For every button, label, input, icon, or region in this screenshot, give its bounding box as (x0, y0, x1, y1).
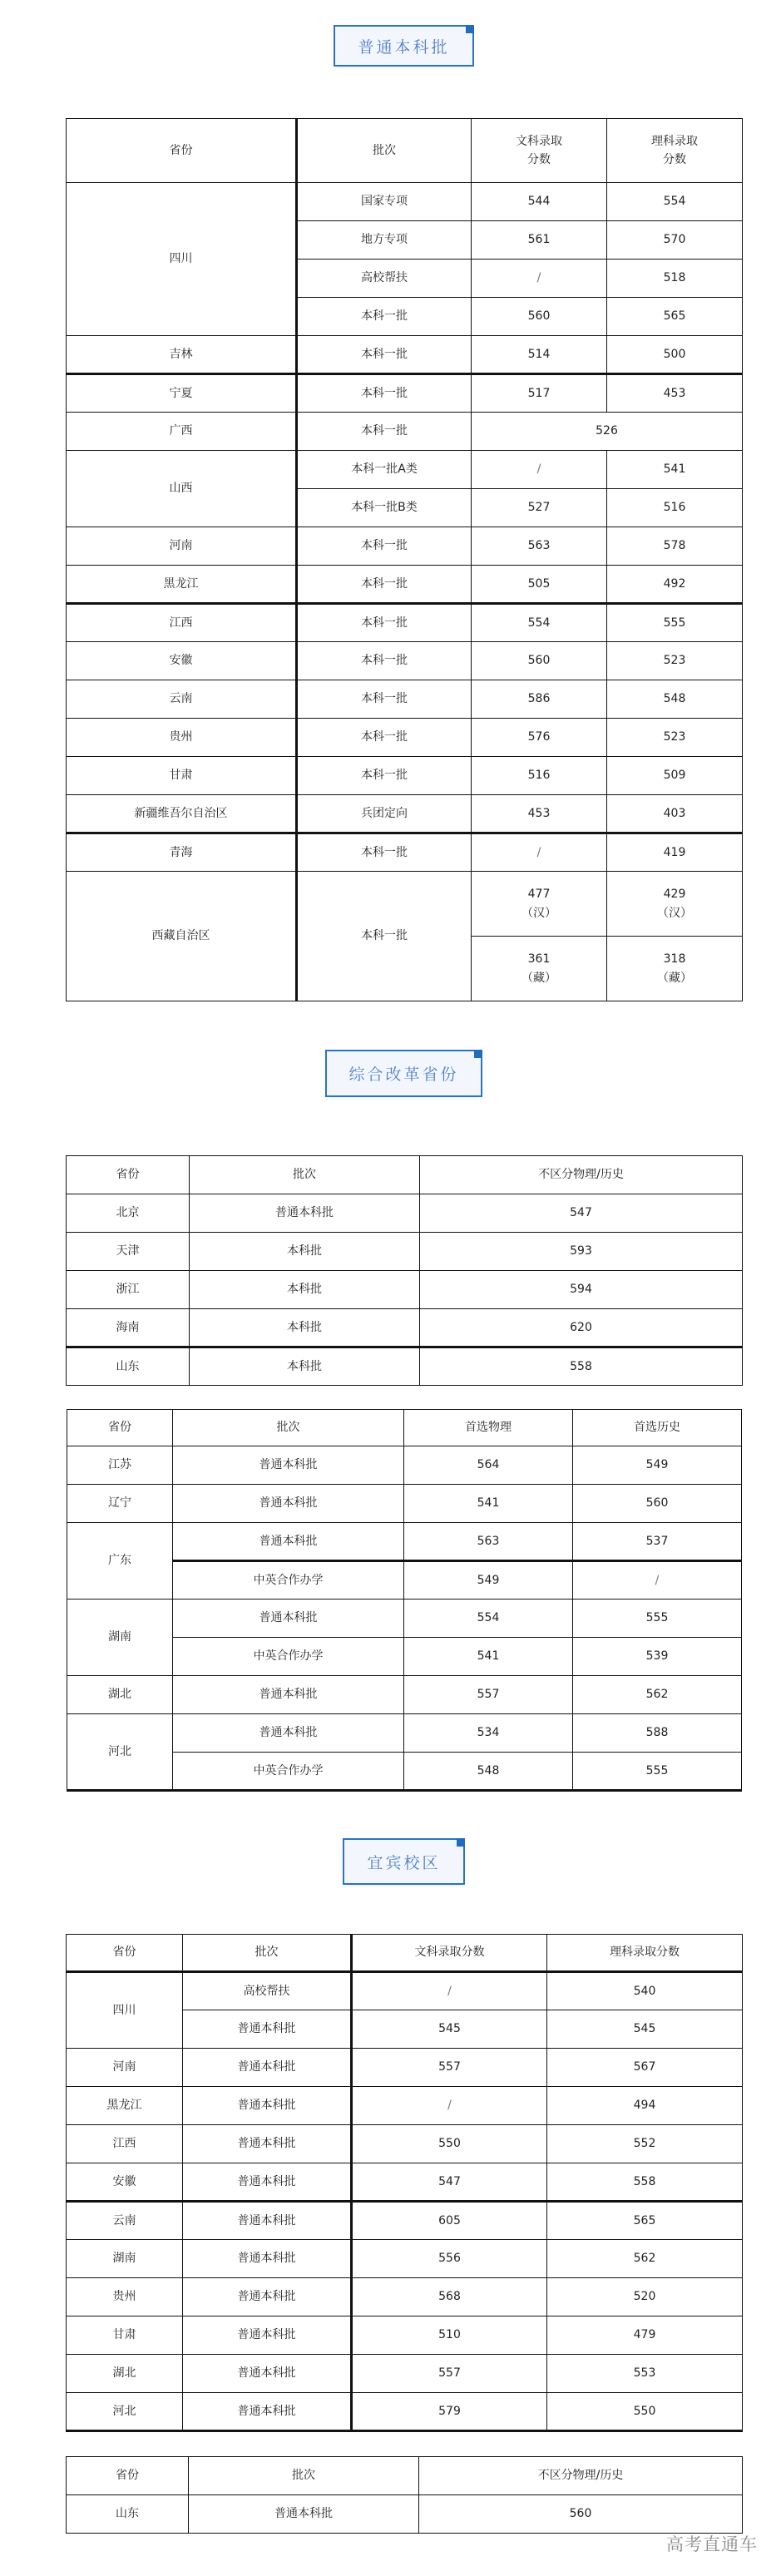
science-score-cell: 578 (607, 527, 743, 566)
arts-score-cell: 544 (472, 183, 607, 221)
province-cell: 贵州 (67, 719, 297, 757)
header-physics: 首选物理 (404, 1410, 573, 1446)
table-row (67, 1485, 742, 1523)
arts-score-cell: 568 (352, 2278, 547, 2316)
score-cell: 620 (420, 1309, 743, 1347)
arts-score-cell: / (352, 1972, 547, 2010)
province-cell: 安徽 (67, 2163, 183, 2202)
batch-cell: 普通本科批 (190, 1194, 420, 1233)
table-row (67, 2316, 743, 2355)
science-score-cell: 562 (547, 2240, 743, 2278)
science-score-cell: 545 (547, 2010, 743, 2049)
batch-cell: 普通本科批 (183, 2049, 352, 2087)
corner-marker-icon (474, 1050, 482, 1058)
arts-score-cell: 527 (472, 489, 607, 527)
history-score-cell: 539 (573, 1638, 742, 1676)
physics-score-cell: 557 (404, 1676, 573, 1714)
table-row (67, 1523, 742, 1561)
batch-cell: 普通本科批 (183, 2202, 352, 2240)
header-province: 省份 (67, 1935, 183, 1972)
arts-score-cell: 361 （藏） (472, 937, 607, 1001)
table-row (67, 527, 743, 566)
science-score-cell: 479 (547, 2316, 743, 2355)
science-score-cell: 419 (607, 833, 743, 872)
arts-score-cell: 586 (472, 680, 607, 719)
science-score-cell: 553 (547, 2355, 743, 2393)
yibin-unified-table (66, 2456, 743, 2534)
table-row (67, 413, 743, 451)
history-score-cell: 560 (573, 1485, 742, 1523)
arts-score-cell: 557 (352, 2355, 547, 2393)
corner-marker-icon (466, 25, 474, 33)
table-row (67, 680, 743, 719)
batch-cell: 本科一批 (297, 872, 472, 1001)
header-province: 省份 (67, 119, 297, 183)
table-header-row (67, 119, 743, 183)
province-cell: 广东 (67, 1523, 173, 1599)
science-score-cell: 567 (547, 2049, 743, 2087)
table-header-row (67, 1156, 743, 1194)
table-row (67, 1194, 743, 1233)
table-row (67, 1271, 743, 1309)
province-cell: 山西 (67, 451, 297, 527)
province-cell: 黑龙江 (67, 566, 297, 604)
batch-cell: 普通本科批 (173, 1485, 404, 1523)
physics-score-cell: 534 (404, 1714, 573, 1753)
table-header-row (67, 1410, 742, 1446)
province-cell: 江苏 (67, 1446, 173, 1485)
header-batch: 批次 (190, 1156, 420, 1194)
arts-score-cell: / (352, 2087, 547, 2125)
batch-cell: 中英合作办学 (173, 1753, 404, 1791)
province-cell: 甘肃 (67, 757, 297, 795)
batch-cell: 国家专项 (297, 183, 472, 221)
section-title-text: 综合改革省份 (348, 1066, 459, 1084)
arts-score-cell: 560 (472, 642, 607, 680)
province-cell: 湖南 (67, 1599, 173, 1676)
reform-unified-table (66, 1155, 743, 1386)
score-cell: 547 (420, 1194, 743, 1233)
table-row (67, 1347, 743, 1386)
table-row (67, 566, 743, 604)
arts-score-cell: 554 (472, 604, 607, 642)
province-cell: 江西 (67, 2125, 183, 2163)
history-score-cell: 555 (573, 1599, 742, 1638)
batch-cell: 兵团定向 (297, 795, 472, 833)
batch-cell: 本科一批 (297, 604, 472, 642)
science-score-cell: 429 （汉） (607, 872, 743, 937)
reform-subject-table (67, 1409, 742, 1792)
province-cell: 北京 (67, 1194, 190, 1233)
batch-cell: 本科一批A类 (297, 451, 472, 489)
table-header-row (67, 1935, 743, 1972)
table-row (67, 757, 743, 795)
province-cell: 河北 (67, 2393, 183, 2431)
table-row (67, 2495, 743, 2534)
table-row (67, 183, 743, 221)
header-science-score: 理科录取 分数 (607, 119, 743, 183)
batch-cell: 普通本科批 (173, 1714, 404, 1753)
table-row (67, 1972, 743, 2010)
batch-cell: 普通本科批 (183, 2010, 352, 2049)
table-row (67, 2202, 743, 2240)
batch-cell: 高校帮扶 (183, 1972, 352, 2010)
arts-score-cell: 505 (472, 566, 607, 604)
batch-cell: 本科批 (190, 1309, 420, 1347)
header-unified-score: 不区分物理/历史 (420, 1156, 743, 1194)
batch-cell: 本科一批 (297, 566, 472, 604)
batch-cell: 普通本科批 (183, 2393, 352, 2431)
table-row (67, 719, 743, 757)
batch-cell: 本科一批 (297, 413, 472, 451)
physics-score-cell: 563 (404, 1523, 573, 1561)
header-province: 省份 (67, 2457, 189, 2495)
science-score-cell: 554 (607, 183, 743, 221)
province-cell: 贵州 (67, 2278, 183, 2316)
science-score-cell: 540 (547, 1972, 743, 2010)
arts-score-cell: 514 (472, 336, 607, 374)
batch-cell: 普通本科批 (183, 2087, 352, 2125)
batch-cell: 普通本科批 (183, 2240, 352, 2278)
yibin-score-table (66, 1934, 743, 2432)
batch-cell: 本科一批 (297, 680, 472, 719)
province-cell: 海南 (67, 1309, 190, 1347)
science-score-cell: 500 (607, 336, 743, 374)
arts-score-cell: 561 (472, 221, 607, 260)
arts-score-cell: 579 (352, 2393, 547, 2431)
batch-cell: 普通本科批 (183, 2278, 352, 2316)
table-row (67, 1714, 742, 1753)
header-science-score: 理科录取分数 (547, 1935, 743, 1972)
section-title-text: 普通本科批 (358, 37, 450, 57)
table-header-row (67, 2457, 743, 2495)
province-cell: 安徽 (67, 642, 297, 680)
table-row (67, 795, 743, 833)
batch-cell: 普通本科批 (189, 2495, 419, 2534)
province-cell: 湖北 (67, 2355, 183, 2393)
province-cell: 河南 (67, 527, 297, 566)
science-score-cell: 552 (547, 2125, 743, 2163)
science-score-cell: 558 (547, 2163, 743, 2202)
arts-score-cell: 516 (472, 757, 607, 795)
batch-cell: 本科一批 (297, 298, 472, 336)
score-cell: 558 (420, 1347, 743, 1386)
province-cell: 云南 (67, 2202, 183, 2240)
science-score-cell: 494 (547, 2087, 743, 2125)
science-score-cell: 518 (607, 260, 743, 298)
province-cell: 河北 (67, 1714, 173, 1791)
province-cell: 广西 (67, 413, 297, 451)
batch-cell: 地方专项 (297, 221, 472, 260)
science-score-cell: 550 (547, 2393, 743, 2431)
science-score-cell: 565 (607, 298, 743, 336)
science-score-cell: 453 (607, 374, 743, 413)
table-row (67, 2393, 743, 2431)
table-row (67, 1599, 742, 1638)
province-cell: 吉林 (67, 336, 297, 374)
section-title-yibin (343, 1838, 465, 1885)
section-title-text: 宜宾校区 (367, 1853, 441, 1872)
science-score-cell: 548 (607, 680, 743, 719)
history-score-cell: 555 (573, 1753, 742, 1791)
province-cell: 西藏自治区 (67, 872, 297, 1001)
physics-score-cell: 564 (404, 1446, 573, 1485)
province-cell: 四川 (67, 183, 297, 336)
header-province: 省份 (67, 1410, 173, 1446)
combined-score-cell: 526 (472, 413, 743, 451)
science-score-cell: 403 (607, 795, 743, 833)
header-batch: 批次 (173, 1410, 404, 1446)
history-score-cell: / (573, 1561, 742, 1599)
province-cell: 河南 (67, 2049, 183, 2087)
section-title-regular (334, 25, 474, 67)
table-row (67, 2278, 743, 2316)
physics-score-cell: 541 (404, 1485, 573, 1523)
batch-cell: 本科一批B类 (297, 489, 472, 527)
arts-score-cell: 605 (352, 2202, 547, 2240)
batch-cell: 普通本科批 (173, 1446, 404, 1485)
batch-cell: 本科批 (190, 1271, 420, 1309)
arts-score-cell: 477 （汉） (472, 872, 607, 937)
score-cell: 594 (420, 1271, 743, 1309)
province-cell: 山东 (67, 1347, 190, 1386)
header-arts-score: 文科录取 分数 (472, 119, 607, 183)
header-batch: 批次 (189, 2457, 419, 2495)
arts-score-cell: 545 (352, 2010, 547, 2049)
science-score-cell: 541 (607, 451, 743, 489)
header-history: 首选历史 (573, 1410, 742, 1446)
batch-cell: 本科一批 (297, 642, 472, 680)
arts-score-cell: 510 (352, 2316, 547, 2355)
header-unified-score: 不区分物理/历史 (419, 2457, 743, 2495)
arts-score-cell: / (472, 260, 607, 298)
table-row (67, 1309, 743, 1347)
arts-score-cell: 557 (352, 2049, 547, 2087)
table-row (67, 2049, 743, 2087)
batch-cell: 普通本科批 (173, 1676, 404, 1714)
batch-cell: 中英合作办学 (173, 1561, 404, 1599)
batch-cell: 高校帮扶 (297, 260, 472, 298)
science-score-cell: 492 (607, 566, 743, 604)
history-score-cell: 549 (573, 1446, 742, 1485)
province-cell: 四川 (67, 1972, 183, 2049)
science-score-cell: 523 (607, 719, 743, 757)
batch-cell: 本科批 (190, 1233, 420, 1271)
table-row (67, 2125, 743, 2163)
science-score-cell: 523 (607, 642, 743, 680)
arts-score-cell: 560 (472, 298, 607, 336)
batch-cell: 中英合作办学 (173, 1638, 404, 1676)
province-cell: 湖南 (67, 2240, 183, 2278)
table-row (67, 451, 743, 489)
physics-score-cell: 548 (404, 1753, 573, 1791)
arts-score-cell: 563 (472, 527, 607, 566)
arts-score-cell: / (472, 833, 607, 872)
batch-cell: 普通本科批 (173, 1523, 404, 1561)
province-cell: 新疆维吾尔自治区 (67, 795, 297, 833)
table-row (67, 2240, 743, 2278)
table-row (67, 374, 743, 413)
regular-batch-table (66, 118, 743, 1001)
table-row (67, 833, 743, 872)
batch-cell: 本科一批 (297, 719, 472, 757)
batch-cell: 普通本科批 (183, 2355, 352, 2393)
header-province: 省份 (67, 1156, 190, 1194)
arts-score-cell: 517 (472, 374, 607, 413)
batch-cell: 本科一批 (297, 527, 472, 566)
province-cell: 甘肃 (67, 2316, 183, 2355)
province-cell: 辽宁 (67, 1485, 173, 1523)
table-row (67, 604, 743, 642)
province-cell: 黑龙江 (67, 2087, 183, 2125)
batch-cell: 本科一批 (297, 336, 472, 374)
batch-cell: 普通本科批 (183, 2125, 352, 2163)
arts-score-cell: / (472, 451, 607, 489)
history-score-cell: 537 (573, 1523, 742, 1561)
history-score-cell: 562 (573, 1676, 742, 1714)
table-row (67, 1233, 743, 1271)
physics-score-cell: 549 (404, 1561, 573, 1599)
batch-cell: 本科一批 (297, 374, 472, 413)
science-score-cell: 565 (547, 2202, 743, 2240)
province-cell: 天津 (67, 1233, 190, 1271)
header-batch: 批次 (297, 119, 472, 183)
score-cell: 593 (420, 1233, 743, 1271)
science-score-cell: 318 （藏） (607, 937, 743, 1001)
table-row (67, 336, 743, 374)
batch-cell: 本科一批 (297, 833, 472, 872)
science-score-cell: 555 (607, 604, 743, 642)
header-batch: 批次 (183, 1935, 352, 1972)
corner-marker-icon (457, 1838, 465, 1847)
table-row (67, 872, 743, 937)
province-cell: 山东 (67, 2495, 189, 2534)
province-cell: 浙江 (67, 1271, 190, 1309)
arts-score-cell: 453 (472, 795, 607, 833)
header-arts-score: 文科录取分数 (352, 1935, 547, 1972)
table-row (67, 1446, 742, 1485)
province-cell: 宁夏 (67, 374, 297, 413)
science-score-cell: 516 (607, 489, 743, 527)
arts-score-cell: 576 (472, 719, 607, 757)
physics-score-cell: 541 (404, 1638, 573, 1676)
arts-score-cell: 547 (352, 2163, 547, 2202)
batch-cell: 本科一批 (297, 757, 472, 795)
province-cell: 湖北 (67, 1676, 173, 1714)
arts-score-cell: 556 (352, 2240, 547, 2278)
table-row (67, 2355, 743, 2393)
batch-cell: 普通本科批 (183, 2316, 352, 2355)
score-cell: 560 (419, 2495, 743, 2534)
batch-cell: 本科批 (190, 1347, 420, 1386)
watermark: 高考直通车 (666, 2534, 758, 2554)
science-score-cell: 509 (607, 757, 743, 795)
table-row (67, 642, 743, 680)
batch-cell: 普通本科批 (183, 2163, 352, 2202)
physics-score-cell: 554 (404, 1599, 573, 1638)
section-title-reform (325, 1050, 482, 1097)
table-row (67, 1676, 742, 1714)
province-cell: 青海 (67, 833, 297, 872)
table-row (67, 2087, 743, 2125)
science-score-cell: 520 (547, 2278, 743, 2316)
table-row (67, 2163, 743, 2202)
province-cell: 云南 (67, 680, 297, 719)
province-cell: 江西 (67, 604, 297, 642)
arts-score-cell: 550 (352, 2125, 547, 2163)
science-score-cell: 570 (607, 221, 743, 260)
history-score-cell: 588 (573, 1714, 742, 1753)
batch-cell: 普通本科批 (173, 1599, 404, 1638)
